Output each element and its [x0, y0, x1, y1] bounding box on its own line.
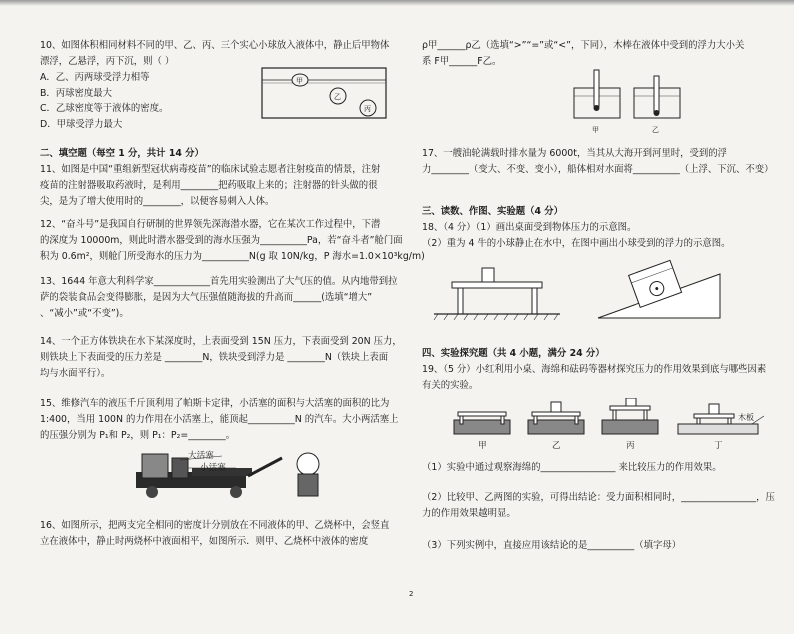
q16-line1: 16、如图所示，把两支完全相同的密度计分别放在不同液体的甲、乙烧杯中，会竖直: [40, 520, 390, 531]
small-piston-label: 小活塞: [200, 463, 226, 473]
board-label: 木板: [738, 413, 754, 422]
q13-line1: 13、1644 年意大利科学家____________首先用实验测出了大气压的值。从内地带到拉: [40, 276, 398, 287]
q10-line1: 10、如图体积相同材料不同的甲、乙、丙、三个实心小球放入液体中，静止后甲物体: [40, 40, 390, 51]
q12-line2: 的深度为 10000m，则此时潜水器受到的海水压强为__________Pa，若“奋斗者”舱门面: [40, 235, 403, 246]
exp-label-ding: 丁: [714, 441, 723, 451]
q11-line1: 11、如图是中国“重组新型冠状病毒疫苗”的临床试验志愿者注射疫苗的情景，注射: [40, 164, 381, 175]
q19-line1: 19、（5 分）小红利用小桌、海绵和砝码等器材探究压力的作用效果到底与哪些因素: [422, 364, 767, 375]
ball-jia-label: 甲: [296, 77, 303, 85]
big-piston-label: 大活塞: [188, 451, 214, 461]
q11-line2: 疫苗的注射器吸取药液时，是利用________把药吸取上来的；注射器的针头做的很: [40, 180, 378, 191]
beaker-yi-label: 乙: [652, 126, 659, 134]
q14-line1: 14、一个正方体铁块在水下某深度时，上表面受到 15N 压力，下表面受到 20N 压力，: [40, 336, 402, 347]
beaker-jia-label: 甲: [592, 126, 599, 134]
q17-line2: 力________（变大、不变、变小），船体相对水面将__________（上浮、下沉、不变）: [422, 164, 774, 175]
q17-line1: 17、一艘油轮满载时排水量为 6000t，当其从大海开到河里时，受到的浮: [422, 148, 727, 159]
q10-option-b: B．丙球密度最大: [40, 88, 113, 99]
q19-experiment-figure: [452, 398, 772, 440]
q18-line1: 18、（4 分）（1）画出桌面受到物体压力的示意图。: [422, 222, 637, 233]
page-top-edge: [0, 0, 794, 6]
q14-line2: 则铁块上下表面受的压力差是 ________N，铁块受到浮力是 ________N（铁块上表面: [40, 352, 389, 363]
q15-line3: 的压强分别为 P₁和 P₂，则 P₁：P₂=________。: [40, 430, 236, 441]
q13-line3: 、“减小”或“不变”)。: [40, 308, 129, 319]
q16-beakers-figure: [570, 66, 690, 130]
q16-line2: 立在液体中，静止时两烧杯中液面相平，如图所示．则甲、乙烧杯中液体的密度: [40, 536, 369, 547]
q15-line2: 1:400，当用 100N 的力作用在小活塞上，能顶起__________N 的汽车。大小两活塞上: [40, 414, 399, 425]
ball-bing-label: 丙: [364, 105, 371, 113]
ball-yi-label: 乙: [334, 93, 341, 101]
exp-label-yi: 乙: [552, 441, 561, 451]
q15-line1: 15、维修汽车的液压千斤顶利用了帕斯卡定律，小活塞的面积与大活塞的面积的比为: [40, 398, 390, 409]
q11-line3: 尖，是为了增大使用时的________，以便容易刺入人体。: [40, 196, 275, 207]
section-3-title: 三、读数、作图、实验题（4 分）: [422, 206, 564, 217]
q10-option-a: A．乙、丙两球受浮力相等: [40, 72, 150, 83]
q15-jack-figure: [132, 446, 332, 506]
q19-sub2-line1: （2）比较甲、乙两图的实验，可得出结论：受力面积相同时，________________，压: [422, 492, 775, 503]
q19-sub2-line2: 力的作用效果越明显。: [422, 508, 516, 519]
q10-option-c: C．乙球密度等于液体的密度。: [40, 103, 169, 114]
q12-line1: 12、“奋斗号”是我国自行研制的世界领先深海潜水器，它在某次工作过程中，下潜: [40, 219, 381, 230]
q18-ball-figure: [594, 252, 724, 324]
q19-sub1: （1）实验中通过观察海绵的________________ 来比较压力的作用效果。: [422, 462, 722, 473]
q10-line2: 漂浮，乙悬浮，丙下沉，则（ ）: [40, 56, 175, 67]
q16-cont-line1: ρ甲______ρ乙（选填“>”“=”或“<”，下同），木棒在液体中受到的浮力大小关: [422, 40, 745, 51]
exp-label-bing: 丙: [626, 441, 635, 451]
q10-option-d: D．甲球受浮力最大: [40, 119, 123, 130]
q18-table-figure: [432, 262, 562, 322]
q16-cont-line2: 系 F甲______F乙。: [422, 56, 502, 67]
section-2-title: 二、填空题（每空 1 分，共计 14 分）: [40, 148, 204, 159]
exp-label-jia: 甲: [478, 441, 487, 451]
q14-line3: 均与水面平行）。: [40, 368, 111, 379]
q12-line3: 积为 0.6m²，则舱门所受海水的压力为__________N(g 取 10N/kg，P 海水=1.0×10³kg/m): [40, 251, 425, 262]
q18-line2: （2）重为 4 牛的小球静止在水中，在图中画出小球受到的浮力的示意图。: [422, 238, 731, 249]
page-number: 2: [409, 590, 414, 598]
q13-line2: 萨的袋装食品会变得膨胀，是因为大气压强值随海拔的升高而______(选填“增大”: [40, 292, 373, 303]
q19-sub3: （3）下列实例中，直接应用该结论的是__________（填字母）: [422, 540, 682, 551]
q19-line2: 有关的实验。: [422, 380, 479, 391]
section-4-title: 四、实验探究题（共 4 小题，满分 24 分）: [422, 348, 605, 359]
